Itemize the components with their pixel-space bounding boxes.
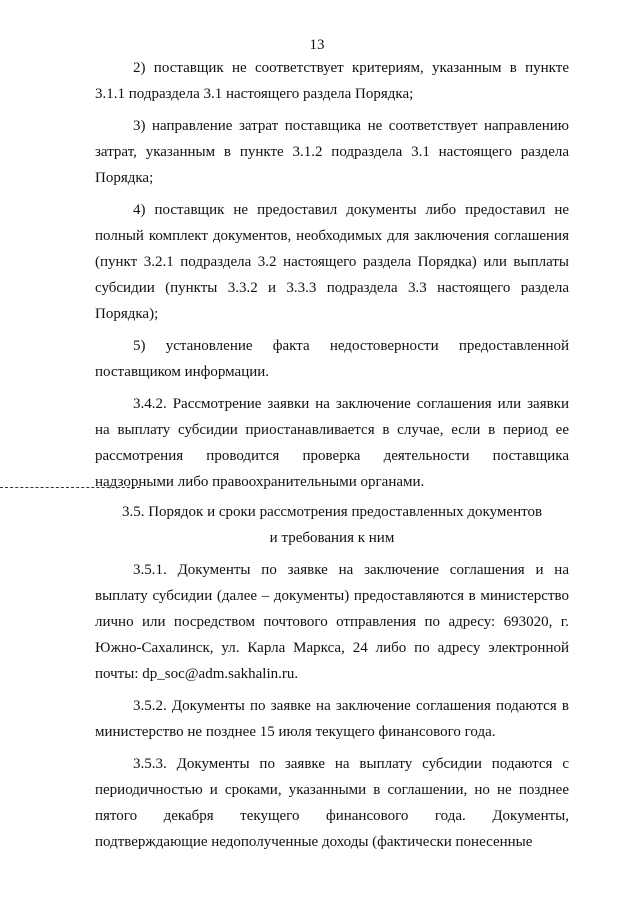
paragraph-3-5-2: 3.5.2. Документы по заявке на заключение соглашения подаются в министерство не позднее 15 июля текущего финансового года. xyxy=(95,698,569,740)
document-body xyxy=(95,55,569,855)
paragraph-item-3: 3) направление затрат поставщика не соответствует направлению затрат, указанным в пункте 3.1.2 подраздела 3.1 настоящего раздела Порядка; xyxy=(95,118,569,186)
section-heading-line-2: и требования к ним xyxy=(269,530,395,546)
section-heading-3-5 xyxy=(95,499,569,551)
section-heading-line-1: 3.5. Порядок и сроки рассмотрения предоставленных документов xyxy=(121,504,543,520)
paragraph-3-5-1: 3.5.1. Документы по заявке на заключение соглашения и на выплату субсидии (далее – документы) предоставляются в министерство лично или посредством почтового отправления по адресу: 693020, г. Южно-Сахалинск, ул. Карла Маркса, 24 либо по адресу электронной почты: dp_soc@adm.sakhalin.ru. xyxy=(95,562,569,682)
paragraph-item-2: 2) поставщик не соответствует критериям, указанным в пункте 3.1.1 подраздела 3.1 настоящего раздела Порядка; xyxy=(95,60,569,102)
page-number: 13 xyxy=(309,37,325,53)
paragraph-item-4: 4) поставщик не предоставил документы либо предоставил не полный комплект документов, необходимых для заключения соглашения (пункт 3.2.1 подраздела 3.2 настоящего раздела Порядка) или выплаты субсидии (пункты 3.3.2 и 3.3.3 подраздела 3.3 настоящего раздела Порядка); xyxy=(95,202,569,322)
paragraph-item-5: 5) установление факта недостоверности предоставленной поставщиком информации. xyxy=(95,338,569,380)
paragraph-3-5-3: 3.5.3. Документы по заявке на выплату субсидии подаются с периодичностью и сроками, указанными в соглашении, но не позднее пятого декабря текущего финансового года. Документы, подтверждающие недополученные доходы (фактически понесенные xyxy=(95,756,569,850)
paragraph-3-4-2: 3.4.2. Рассмотрение заявки на заключение соглашения или заявки на выплату субсидии приостанавливается в случае, если в период ее рассмотрения проводится проверка деятельности поставщика надзорными либо правоохранительными органами. xyxy=(95,396,569,490)
